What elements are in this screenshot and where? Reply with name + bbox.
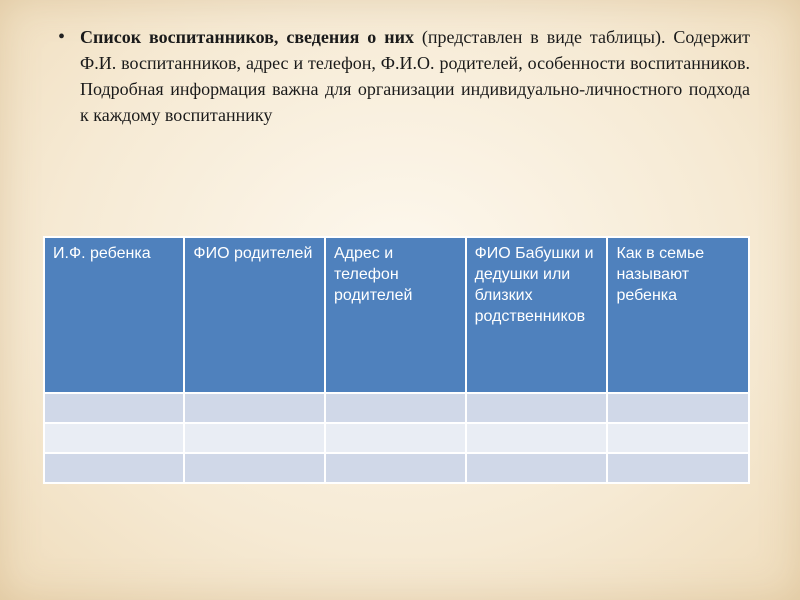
bullet-paragraph bbox=[58, 24, 750, 128]
table-cell[interactable] bbox=[466, 393, 608, 423]
table-cell[interactable] bbox=[325, 423, 466, 453]
header-parents-name: ФИО родителей bbox=[184, 237, 325, 393]
table-row bbox=[44, 393, 749, 423]
paragraph-normal: (представлен в виде таблицы). Содержит Ф.И. воспитанников, адрес и телефон, Ф.И.О. родителей, особенности воспитанников. Подробная информация важна для организации индивидуально-личностного подхода к каждому воспитаннику bbox=[80, 27, 750, 125]
table-header-row bbox=[44, 237, 749, 393]
table-cell[interactable] bbox=[607, 393, 749, 423]
paragraph-text bbox=[80, 24, 750, 128]
header-family-nickname: Как в семье называют ребенка bbox=[607, 237, 749, 393]
header-grandparents: ФИО Бабушки и дедушки или близких родственников bbox=[466, 237, 608, 393]
table-cell[interactable] bbox=[44, 393, 184, 423]
table-cell[interactable] bbox=[466, 423, 608, 453]
table-row bbox=[44, 423, 749, 453]
header-address-phone: Адрес и телефон родителей bbox=[325, 237, 466, 393]
table-cell[interactable] bbox=[184, 423, 325, 453]
header-child-name: И.Ф. ребенка bbox=[44, 237, 184, 393]
table-cell[interactable] bbox=[44, 453, 184, 483]
pupils-table bbox=[43, 236, 750, 484]
table-cell[interactable] bbox=[466, 453, 608, 483]
table-row bbox=[44, 453, 749, 483]
table-cell[interactable] bbox=[184, 393, 325, 423]
table-cell[interactable] bbox=[44, 423, 184, 453]
table-cell[interactable] bbox=[325, 453, 466, 483]
table-cell[interactable] bbox=[607, 453, 749, 483]
paragraph-bold: Список воспитанников, сведения о них bbox=[80, 27, 414, 47]
table-cell[interactable] bbox=[607, 423, 749, 453]
table-cell[interactable] bbox=[184, 453, 325, 483]
table-cell[interactable] bbox=[325, 393, 466, 423]
bullet-icon: • bbox=[58, 26, 66, 48]
